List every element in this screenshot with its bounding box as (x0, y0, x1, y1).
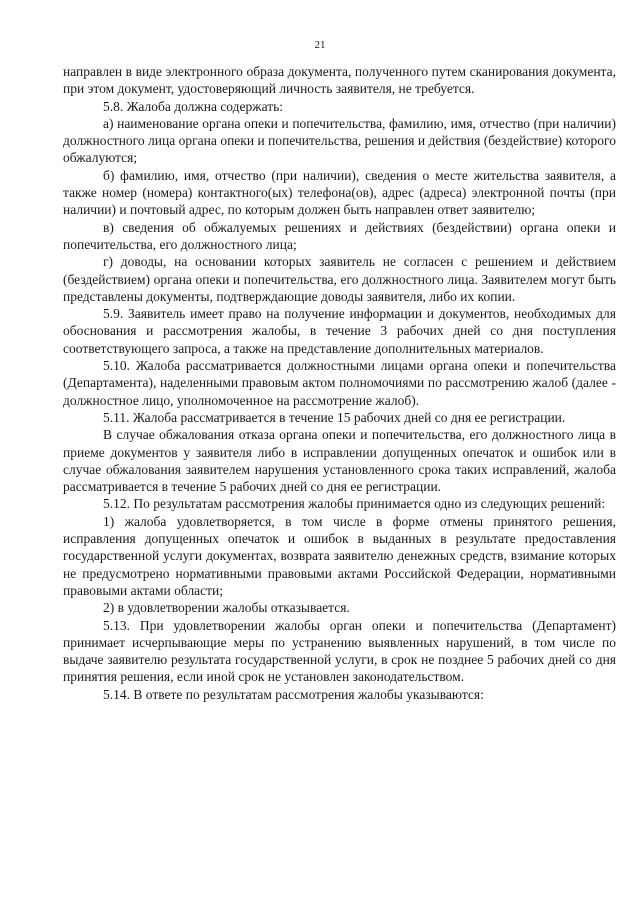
paragraph-5-8: 5.8. Жалоба должна содержать: (103, 98, 284, 114)
paragraph-5-8-v: в) сведения об обжалуемых решениях и действиях (бездействии) органа опеки и попечительства, его должностного лица; (63, 219, 616, 252)
paragraph-continuation: направлен в виде электронного образа документа, полученного путем сканирования документа, при этом документ, удостоверяющий личность заявителя, не требуется. (63, 64, 616, 97)
paragraph-5-9: 5.9. Заявитель имеет право на получение информации и документов, необходимых для обоснования и рассмотрения жалобы, в течение 3 рабочих дней со дня поступления соответствующего запроса, а также на представление дополнительных материалов. (63, 306, 616, 356)
paragraph-5-12-2: 2) в удовлетворении жалобы отказывается. (103, 600, 350, 616)
paragraph-5-10: 5.10. Жалоба рассматривается должностными лицами органа опеки и попечительства (Департамента), наделенными правовым актом полномочиями по рассмотрению жалоб (далее - должностное лицо, уполномоченное на рассмотрение жалоб). (63, 358, 616, 408)
page-number: 21 (314, 39, 326, 51)
paragraph-5-8-b: б) фамилию, имя, отчество (при наличии), сведения о месте жительства заявителя, а также номер (номера) контактного(ых) телефона(ов), адрес (адреса) электронной почты (при наличии) и почтовый адрес, по которым должен быть направлен ответ заявителю; (63, 167, 616, 218)
paragraph-5-8-g: г) доводы, на основании которых заявитель не согласен с решением и действием (бездействием) органа опеки и попечительства, его должностного лица. Заявителем могут быть представлены документы, подтверждающие доводы заявителя, либо их копии. (63, 254, 616, 304)
paragraph-5-11: 5.11. Жалоба рассматривается в течение 15 рабочих дней со дня ее регистрации. (103, 409, 566, 425)
paragraph-5-12: 5.12. По результатам рассмотрения жалобы принимается одно из следующих решений: (103, 496, 606, 512)
paragraph-5-14: 5.14. В ответе по результатам рассмотрения жалобы указываются: (103, 686, 484, 702)
paragraph-5-12-1: 1) жалоба удовлетворяется, в том числе в форме отмены принятого решения, исправления допущенных опечаток и ошибок в выданных в результате предоставления государственной услуги документах, возврата заявителю денежных средств, взимание которых не предусмотрено нормативными правовыми актами Российской Федерации, нормативными правовыми актами области; (63, 513, 616, 598)
paragraph-5-13: 5.13. При удовлетворении жалобы орган опеки и попечительства (Департамент) принимает исчерпывающие меры по устранению выявленных нарушений, в том числе по выдаче заявителю результата государственной услуги, в срок не позднее 5 рабочих дней со дня принятия решения, если иной срок не установлен законодательством. (63, 617, 616, 685)
document-body (63, 63, 616, 703)
paragraph-5-8-a: а) наименование органа опеки и попечительства, фамилию, имя, отчество (при наличии) должностного лица органа опеки и попечительства, решения и действия (бездействие) которого обжалуются; (63, 115, 616, 166)
paragraph-5-11-refusal: В случае обжалования отказа органа опеки и попечительства, его должностного лица в приеме документов у заявителя либо в исправлении допущенных опечаток и ошибок или в случае обжалования заявителем нарушения установленного срока таких исправлений, жалоба рассматривается в течение 5 рабочих дней со дня ее регистрации. (63, 427, 616, 495)
